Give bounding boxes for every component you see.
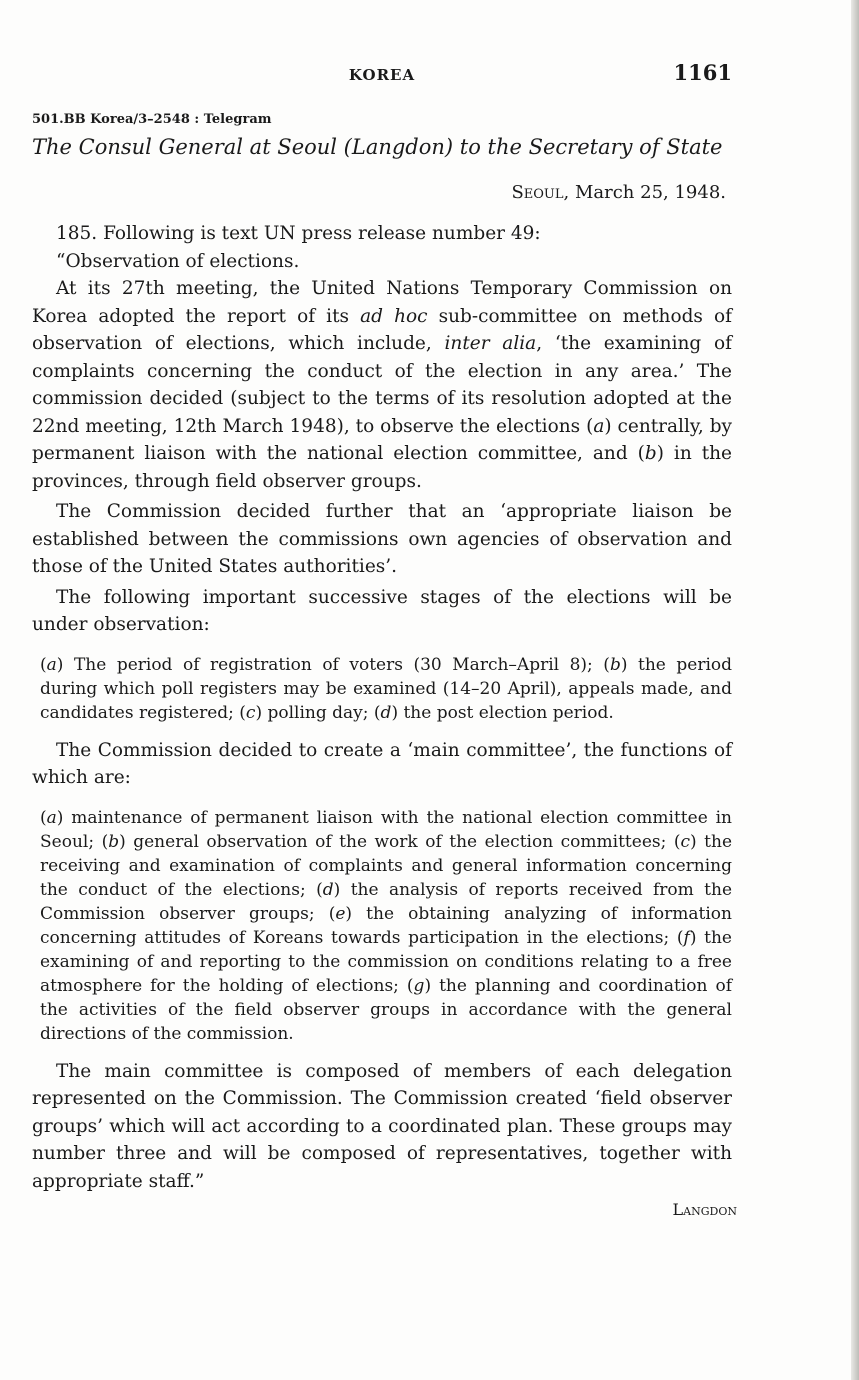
italic-run: a: [46, 654, 57, 675]
paragraph-6-stages: [32, 653, 732, 725]
paragraph-7: The Commission decided to create a ‘main committee’, the functions of which are:: [32, 739, 732, 788]
italic-run: inter alia: [444, 333, 537, 354]
text-run: ) The period of registration of voters (30 March–April 8); (: [56, 654, 610, 675]
italic-run: b: [609, 654, 621, 675]
italic-run: a: [593, 415, 605, 437]
text-run: ) the obtaining analyzing of information concerning attitudes of Koreans towards participation in the elections; (: [40, 903, 732, 948]
running-title: KOREA: [348, 66, 416, 84]
italic-run: e: [335, 903, 346, 924]
text-run: ) general observation of the work of the election committees; (: [119, 831, 681, 852]
paragraph-2: “Observation of elections.: [56, 250, 300, 272]
italic-run: f: [683, 927, 690, 948]
italic-run: ad hoc: [360, 305, 428, 327]
text-run: sub-committee on methods of observation of elections, which include,: [32, 305, 732, 354]
text-run: ) the analysis of reports received from the Commission observer groups; (: [40, 879, 733, 924]
text-run: At its 27th meeting, the United Nations Temporary Commission on Korea adopted the report of its: [32, 278, 732, 327]
page-number: 1161: [673, 60, 732, 85]
telegram-body: [32, 220, 732, 1195]
signature: Langdon: [672, 1200, 737, 1219]
italic-run: c: [245, 702, 256, 723]
italic-run: d: [322, 879, 334, 900]
dateline: [511, 182, 726, 203]
text-run: ) the receiving and examination of complaints and general information concerning the conduct of the elections; (: [40, 831, 732, 900]
paragraph-3: [32, 275, 732, 495]
document-title: The Consul General at Seoul (Langdon) to the Secretary of State: [32, 135, 723, 159]
text-run: ) polling day; (: [255, 702, 381, 723]
paragraph-1: 185. Following is text UN press release number 49:: [56, 223, 541, 244]
italic-run: a: [46, 807, 57, 828]
text-run: ) the examining of and reporting to the commission on conditions relating to a free atmosphere for the holding of elections; (: [40, 927, 732, 996]
dateline-date: , March 25, 1948.: [563, 182, 726, 203]
text-run: ) in the provinces, through field observer groups.: [32, 443, 732, 492]
paragraph-4: The Commission decided further that an ‘appropriate liaison be established between the commissions own agencies of observation and those of the United States authorities’.: [32, 501, 732, 577]
file-reference: 501.BB Korea/3–2548 : Telegram: [32, 112, 272, 127]
italic-run: d: [380, 702, 392, 723]
italic-run: c: [680, 831, 691, 852]
page-edge: [851, 0, 859, 1380]
page-header: [32, 60, 732, 90]
text-run: ) the period during which poll registers may be examined (14–20 April), appeals made, and candidates registered; (: [40, 654, 732, 723]
paragraph-5: The following important successive stages of the elections will be under observation:: [32, 586, 732, 635]
text-run: , ‘the examining of complaints concerning the conduct of the election in any area.’ The commission decided (subject to the terms of its resolution adopted at the 22nd meeting, 12th March 1948), to observe the elections (: [32, 333, 732, 437]
text-run: ) maintenance of permanent liaison with the national election committee in Seoul; (: [40, 807, 732, 852]
text-run: ) the post election period.: [391, 702, 614, 723]
text-run: (: [40, 654, 47, 675]
paragraph-9: The main committee is composed of members of each delegation represented on the Commission. The Commission created ‘field observer groups’ which will act according to a coordinated plan. These groups may number three and will be composed of representatives, together with appropriate staff.”: [32, 1060, 732, 1192]
italic-run: b: [644, 443, 657, 464]
italic-run: b: [108, 831, 120, 852]
paragraph-8-functions: [32, 806, 732, 1046]
text-run: ) centrally, by permanent liaison with the national election committee, and (: [32, 415, 733, 464]
text-run: ) the planning and coordination of the activities of the field observer groups in accordance with the general directions of the commission.: [40, 975, 732, 1044]
italic-run: g: [413, 975, 425, 996]
dateline-place: Seoul: [511, 182, 564, 203]
text-run: (: [40, 807, 47, 828]
